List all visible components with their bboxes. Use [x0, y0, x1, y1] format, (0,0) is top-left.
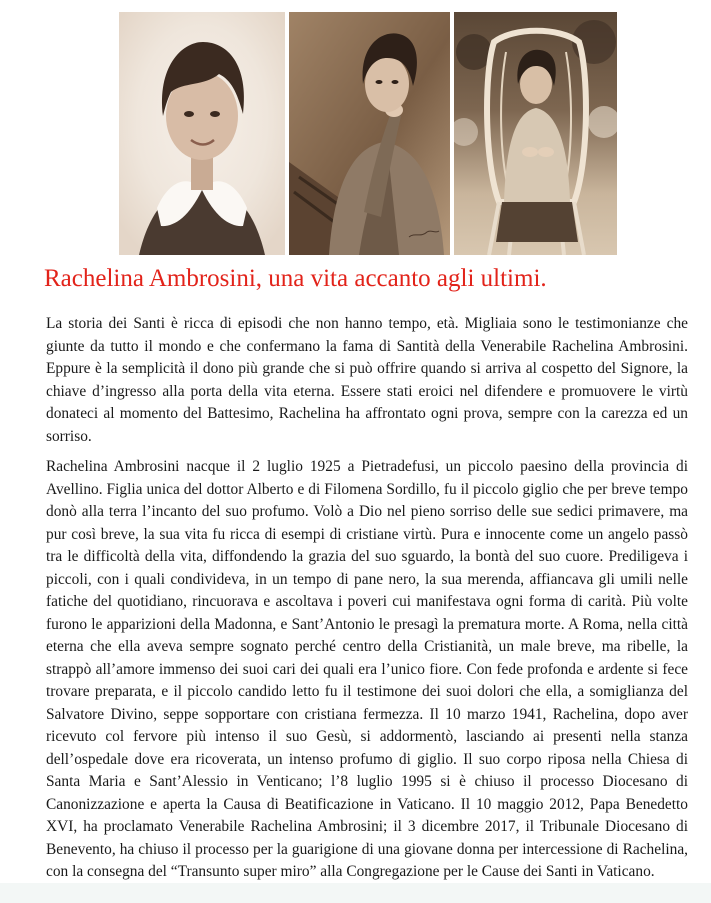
- intro-paragraph: La storia dei Santi è ricca di episodi che non hanno tempo, età. Migliaia sono le testimonianze che giunte da tutto il mondo e che confermano la fama di Santità della Venerabile Rachelina Ambrosini. Eppure è la semplicità il dono più grande che si può offrire quando si arriva al cospetto del Signore, la chiave d’ingresso alla porta della vita eterna. Essere stati eroici nel difendere e promuovere le virtù donateci al momento del Battesimo, Rachelina ha affrontato ogni prova, sempre con la carezza ed un sorriso.: [46, 315, 688, 445]
- portrait-photo-2: [289, 12, 450, 255]
- portrait-photo-3: [454, 12, 617, 255]
- portrait-photo-1: [119, 12, 285, 255]
- biography-paragraph: Rachelina Ambrosini nacque il 2 luglio 1925 a Pietradefusi, un piccolo paesino della provincia di Avellino. Figlia unica del dottor Alberto e di Filomena Sordillo, fu il piccolo giglio che per breve tempo donò alla terra l’incanto del suo profumo. Volò a Dio nel pieno sorriso delle sue sedici primavere, ma pur così breve, la sua vita fu ricca di esempi di cristiane virtù. Pura e innocente come un angelo passò tra le difficoltà della vita, diffondendo la grazia del suo sguardo, la bontà del suo cuore. Prediligeva i piccoli, con i quali condivideva, in un tempo di pane nero, la sua merenda, affiancava gli umili nelle fatiche del quotidiano, rincuorava e ascoltava i poveri cui manifestava ogni forma di carità. Più volte furono le apparizioni della Madonna, e Sant’Antonio le presagì la prematura morte. A Roma, nella città eterna che ella aveva sempre sognato perché centro della Cristianità, un male breve, ma ribelle, la strappò all’amore immenso dei suoi cari dei quali era l’unico fiore. Con fede profonda e ardente si fece trovare preparata, e il piccolo candido letto fu il testimone dei suoi dolori che ella, a somiglianza del Salvatore Divino, seppe sopportare con cristiana fermezza. Il 10 marzo 1941, Rachelina, dopo aver ricevuto col fervore più intenso il suo Gesù, si addormentò, lasciando ai presenti nella stanza dell’ospedale dove era ricoverata, un intenso profumo di giglio. Il suo corpo riposa nella Chiesa di Santa Maria e Sant’Alessio in Venticano; l’8 luglio 1995 si è chiuso il processo Diocesano di Canonizzazione e aperta la Causa di Beatificazione in Vaticano. Il 10 maggio 2012, Papa Benedetto XVI, ha proclamato Venerabile Rachelina Ambrosini; il 3 dicembre 2017, il Tribunale Diocesano di Benevento, ha chiuso il processo per la guarigione di una giovane donna per intercessione di Rachelina, con la consegna del “Transunto super miro” alla Congregazione per le Cause dei Santi in Vaticano.: [46, 458, 688, 880]
- photo-strip: [119, 12, 617, 255]
- footer-strip: [0, 883, 711, 903]
- page-title: Rachelina Ambrosini, una vita accanto agli ultimi.: [44, 265, 547, 292]
